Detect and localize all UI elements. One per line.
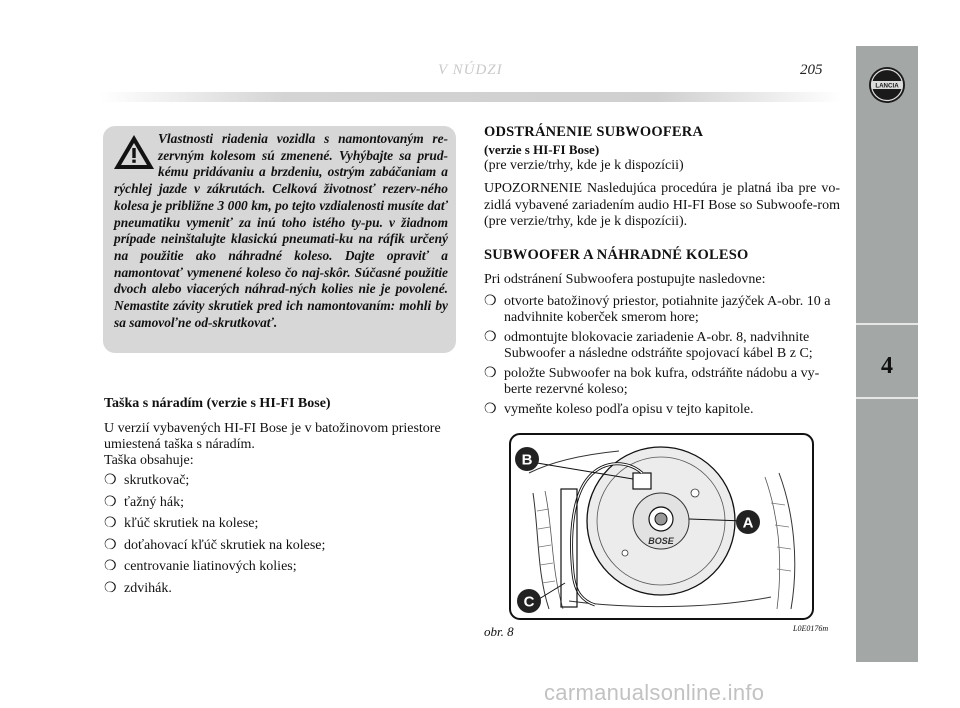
bullet-icon: ❍ — [104, 580, 117, 596]
list-item: ❍ kľúč skrutiek na kolese; — [104, 516, 259, 531]
tool-bag-contains: Taška obsahuje: — [104, 453, 194, 468]
list-item: ❍ otvorte batožinový priestor, potiahnite jazýček A-obr. 10 a nadvihnite koberček smerom hore; — [484, 294, 831, 325]
watermark: carmanualsonline.info — [544, 680, 765, 705]
list-item: ❍ centrovanie liatinových kolies; — [104, 559, 297, 574]
bullet-icon: ❍ — [484, 366, 497, 381]
tool-bag-heading: Taška s náradím (verzie s HI-FI Bose) — [104, 396, 331, 411]
removal-warning-paragraph: UPOZORNENIE Nasledujúca procedúra je platná iba pre vo-zidlá vybavené zariadením audio HI-FI Bose so Subwoofe-rom (pre verzie/trhy, kde je k dispozícii). — [484, 181, 840, 229]
chapter-title: V NÚDZI — [438, 62, 503, 78]
removal-heading: ODSTRÁNENIE SUBWOOFERA — [484, 124, 704, 140]
bullet-icon: ❍ — [104, 537, 117, 553]
label-b: B — [521, 451, 533, 469]
subwoofer-intro: Pri odstránení Subwoofera postupujte nasledovne: — [484, 272, 766, 287]
list-item: ❍ zdvihák. — [104, 580, 172, 596]
subwoofer-figure — [509, 433, 814, 620]
tool-bag-paragraph — [104, 421, 456, 469]
lancia-logo-icon — [868, 66, 906, 104]
bullet-icon: ❍ — [104, 494, 117, 510]
removal-subheading: (verzie s HI-FI Bose) — [484, 142, 600, 157]
chapter-number: 4 — [881, 353, 893, 379]
list-item: ❍ položte Subwoofer na bok kufra, odstráňte nádobu a vy-berte rezervné koleso; — [484, 366, 820, 397]
figure-code: L0E0176m — [793, 624, 829, 633]
tool-bag-intro: U verzií vybavených HI-FI Bose je v batožinovom priestore umiestená taška s náradím. — [104, 421, 441, 452]
list-item: ❍ doťahovací kľúč skrutiek na kolese; — [104, 537, 326, 553]
bullet-icon: ❍ — [484, 330, 497, 345]
warning-text: Vlastnosti riadenia vozidla s namontovaným re-zervným kolesom sú zmenené. Vyhýbajte sa prud-kému pridávaniu a brzdeniu, ostrým zabáčaniam a rýchlej jazde v zákrutách. Celková životnosť rezerv-ného kolesa je približne 3 000 km, po tejto vzdialenosti musíte dať pneumatiku vymeniť za inú toho istého ty-pu. v žiadnom prípade neinštalujte klasickú pneumati-ku na ráfik určený na použitie ako náhradné koleso. Dajte opraviť a namontovať vymenené koleso čo naj-skôr. Súčasné použitie dvoch alebo viacerých náhrad-ných kolies nie je povolené. Nemastite závity skrutiek pred ich namontovaním: mohli by sa samovoľne od-skrutkovať. — [114, 131, 448, 330]
sidebar-divider-bottom — [856, 397, 918, 399]
list-item: ❍ vymeňte koleso podľa opisu v tejto kapitole. — [484, 402, 754, 417]
bullet-icon: ❍ — [104, 516, 117, 531]
warning-text-block — [114, 131, 448, 331]
logo-text: LANCIA — [875, 82, 899, 90]
label-a: A — [742, 514, 754, 532]
bullet-icon: ❍ — [484, 402, 497, 417]
figure-caption: obr. 8 — [484, 624, 514, 639]
list-item: ❍ odmontujte blokovacie zariadenie A-obr. 8, nadvihnite Subwoofer a následne odstráňte spojovací kábel B z C; — [484, 330, 813, 361]
bullet-icon: ❍ — [484, 294, 497, 309]
tool-bag-list — [104, 473, 456, 602]
subwoofer-steps — [484, 294, 840, 422]
sidebar-divider-top — [856, 323, 918, 325]
label-c: C — [523, 593, 535, 611]
subwoofer-heading: SUBWOOFER A NÁHRADNÉ KOLESO — [484, 247, 749, 263]
bullet-icon: ❍ — [104, 559, 117, 574]
removal-note: (pre verzie/trhy, kde je k dispozícii) — [484, 158, 684, 173]
list-item: ❍ ťažný hák; — [104, 494, 185, 510]
page-number: 205 — [800, 62, 823, 78]
bullet-icon: ❍ — [104, 473, 117, 488]
bose-label: BOSE — [648, 536, 674, 546]
header-divider — [100, 92, 842, 102]
list-item: ❍ skrutkovač; — [104, 473, 190, 488]
